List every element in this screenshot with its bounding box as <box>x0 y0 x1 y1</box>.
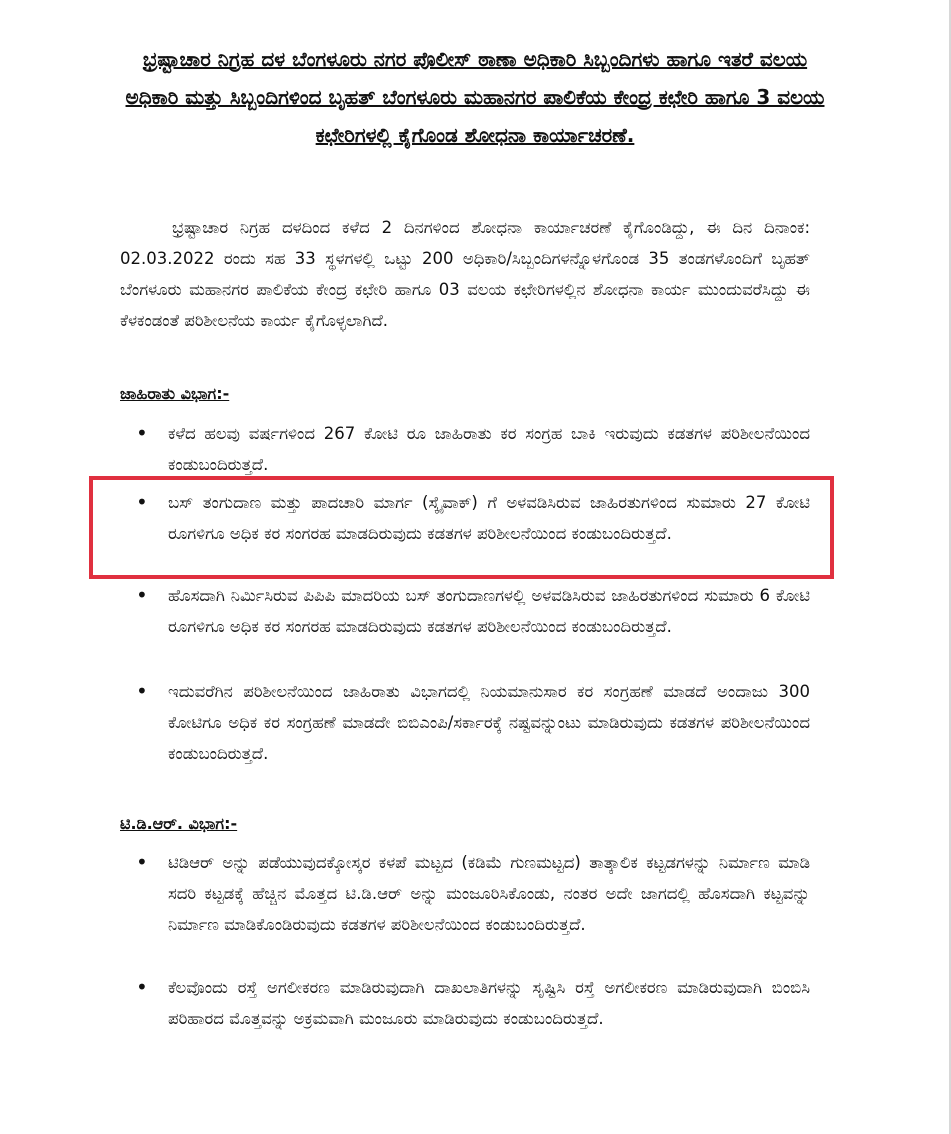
document-title: ಭ್ರಷ್ಟಾಚಾರ ನಿಗ್ರಹ ದಳ ಬೆಂಗಳೂರು ನಗರ ಪೊಲೀಸ್ ಠಾಣಾ ಅಧಿಕಾರಿ ಸಿಬ್ಬಂದಿಗಳು ಹಾಗೂ ಇತರೆ ವಲಯ ಅಧಿಕಾರಿ ಮತ್ತು ಸಿಬ್ಬಂದಿಗಳಿಂದ ಬೃಹತ್ ಬೆಂಗಳೂರು ಮಹಾನಗರ ಪಾಲಿಕೆಯ ಕೇಂದ್ರ ಕಛೇರಿ ಹಾಗೂ 3 ವಲಯ ಕಛೇರಿಗಳಲ್ಲಿ ಕೈಗೊಂಡ ಶೋಧನಾ ಕಾರ್ಯಾಚರಣೆ. <box>125 47 825 147</box>
list-item: • ಕಳೆದ ಹಲವು ವರ್ಷಗಳಿಂದ 267 ಕೋಟಿ ರೂ ಜಾಹಿರಾತು ಕರ ಸಂಗ್ರಹ ಬಾಕಿ ಇರುವುದು ಕಡತಗಳ ಪರಿಶೀಲನೆಯಿಂದ ಕಂಡುಬಂದಿರುತ್ತದೆ. <box>168 418 810 480</box>
list-item: • ಇದುವರೆಗಿನ ಪರಿಶೀಲನೆಯಿಂದ ಜಾಹಿರಾತು ವಿಭಾಗದಲ್ಲಿ ನಿಯಮಾನುಸಾರ ಕರ ಸಂಗ್ರಹಣೆ ಮಾಡದೆ ಅಂದಾಜು 300 ಕೋಟಿಗೂ ಅಧಿಕ ಕರ ಸಂಗ್ರಹಣೆ ಮಾಡದೇ ಬಿಬಿಎಂಪಿ/ಸರ್ಕಾರಕ್ಕೆ ನಷ್ಟವನ್ನುಂಟು ಮಾಡಿರುವುದು ಕಡತಗಳ ಪರಿಶೀಲನೆಯಿಂದ ಕಂಡುಬಂದಿರುತ್ತದೆ. <box>168 676 810 769</box>
section-heading-tdr: ಟಿ.ಡಿ.ಆರ್. ವಿಭಾಗ:- <box>120 814 238 833</box>
section-heading-advertisement: ಜಾಹಿರಾತು ವಿಭಾಗ:- <box>120 384 230 403</box>
list-item: • ಕೆಲವೊಂದು ರಸ್ತೆ ಅಗಲೀಕರಣ ಮಾಡಿರುವುದಾಗಿ ದಾಖಲಾತಿಗಳನ್ನು ಸೃಷ್ಟಿಸಿ ರಸ್ತೆ ಅಗಲೀಕರಣ ಮಾಡಿರುವುದಾಗಿ ಬಿಂಬಿಸಿ ಪರಿಹಾರದ ಮೊತ್ತವನ್ನು ಅಕ್ರಮವಾಗಿ ಮಂಜೂರು ಮಾಡಿರುವುದು ಕಂಡುಬಂದಿರುತ್ತದೆ. <box>168 972 810 1034</box>
intro-paragraph: ಭ್ರಷ್ಟಾಚಾರ ನಿಗ್ರಹ ದಳದಿಂದ ಕಳೆದ 2 ದಿನಗಳಿಂದ ಶೋಧನಾ ಕಾರ್ಯಾಚರಣೆ ಕೈಗೊಂಡಿದ್ದು, ಈ ದಿನ ದಿನಾಂಕ: 02.03.2022 ರಂದು ಸಹ 33 ಸ್ಥಳಗಳಲ್ಲಿ ಒಟ್ಟು 200 ಅಧಿಕಾರಿ/ಸಿಬ್ಬಂದಿಗಳನ್ನೊಳಗೊಂಡ 35 ತಂಡಗಳೊಂದಿಗೆ ಬೃಹತ್ ಬೆಂಗಳೂರು ಮಹಾನಗರ ಪಾಲಿಕೆಯ ಕೇಂದ್ರ ಕಛೇರಿ ಹಾಗೂ 03 ವಲಯ ಕಛೇರಿಗಳಲ್ಲಿನ ಶೋಧನಾ ಕಾರ್ಯ ಮುಂದುವರೆಸಿದ್ದು ಈ ಕೆಳಕಂಡಂತೆ ಪರಿಶೀಲನೆಯ ಕಾರ್ಯ ಕೈಗೊಳ್ಳಲಾಗಿದೆ. <box>120 218 810 330</box>
list-item: • ಹೊಸದಾಗಿ ನಿರ್ಮಿಸಿರುವ ಪಿಪಿಪಿ ಮಾದರಿಯ ಬಸ್ ತಂಗುದಾಣಗಳಲ್ಲಿ ಅಳವಡಿಸಿರುವ ಜಾಹಿರತುಗಳಿಂದ ಸುಮಾರು 6 ಕೋಟಿ ರೂಗಳಿಗೂ ಅಧಿಕ ಕರ ಸಂಗರಹ ಮಾಡದಿರುವುದು ಕಡತಗಳ ಪರಿಶೀಲನೆಯಿಂದ ಕಂಡುಬಂದಿರುತ್ತದೆ. <box>168 580 810 642</box>
highlight-box <box>89 476 834 579</box>
list-item-highlighted: • ಬಸ್ ತಂಗುದಾಣ ಮತ್ತು ಪಾದಚಾರಿ ಮಾರ್ಗ (ಸ್ಕೈವಾಕ್) ಗೆ ಅಳವಡಿಸಿರುವ ಜಾಹಿರತುಗಳಿಂದ ಸುಮಾರು 27 ಕೋಟಿ ರೂಗಳಿಗೂ ಅಧಿಕ ಕರ ಸಂಗರಹ ಮಾಡದಿರುವುದು ಕಡತಗಳ ಪರಿಶೀಲನೆಯಿಂದ ಕಂಡುಬಂದಿರುತ್ತದೆ. <box>168 487 810 549</box>
list-item: • ಟಿಡಿಆರ್ ಅನ್ನು ಪಡೆಯುವುದಕ್ಕೋಸ್ಕರ ಕಳಪೆ ಮಟ್ಟದ (ಕಡಿಮೆ ಗುಣಮಟ್ಟದ) ತಾತ್ಕಾಲಿಕ ಕಟ್ಟಡಗಳನ್ನು ನಿರ್ಮಾಣ ಮಾಡಿ ಸದರಿ ಕಟ್ಟಡಕ್ಕೆ ಹೆಚ್ಚಿನ ಮೊತ್ತದ ಟಿ.ಡಿ.ಆರ್ ಅನ್ನು ಮಂಜೂರಿಸಿಕೊಂಡು, ನಂತರ ಅದೇ ಜಾಗದಲ್ಲಿ ಹೊಸದಾಗಿ ಕಟ್ಟವನ್ನು ನಿರ್ಮಾಣ ಮಾಡಿಕೊಂಡಿರುವುದು ಕಡತಗಳ ಪರಿಶೀಲನೆಯಿಂದ ಕಂಡುಬಂದಿರುತ್ತದೆ. <box>168 847 810 940</box>
